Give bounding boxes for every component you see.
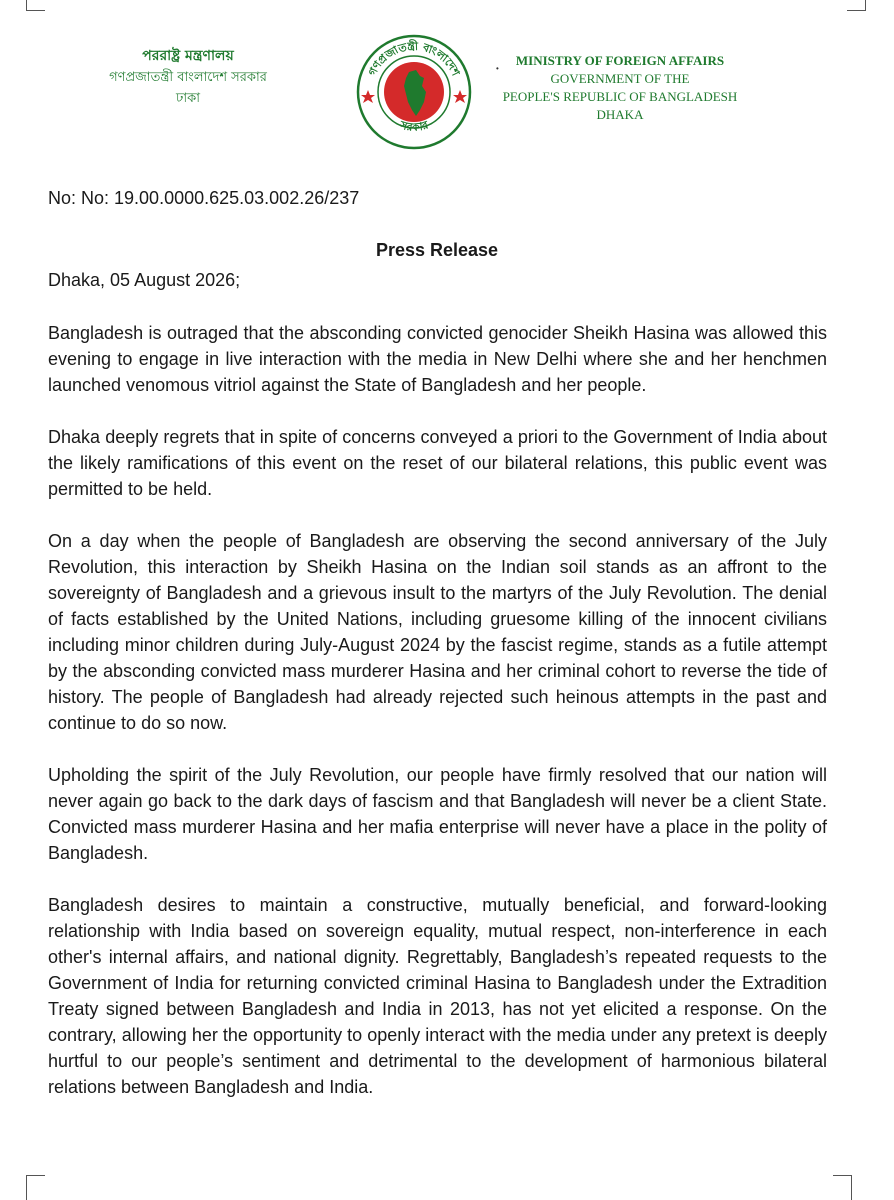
header-dot: • xyxy=(496,64,499,73)
republic-name-english: PEOPLE'S REPUBLIC OF BANGLADESH xyxy=(502,89,738,104)
seal-text-top: গণপ্রজাতন্ত্রী বাংলাদেশ xyxy=(365,39,463,78)
paragraph-2: Dhaka deeply regrets that in spite of concerns conveyed a priori to the Government of India about the likely ramifications of this event on the reset of our bilateral relations, this public event was permitted to be held. xyxy=(48,427,827,499)
seal-text-bottom: সরকার xyxy=(398,118,430,135)
paragraph-4: Upholding the spirit of the July Revolution, our people have firmly resolved that our nation will never again go back to the dark days of fascism and that Bangladesh will never be a client State. Convicted mass murderer Hasina and her mafia enterprise will never have a place in the polity of Bangladesh. xyxy=(48,765,827,863)
crop-mark-bottom-right xyxy=(833,1175,852,1200)
paragraph-3: On a day when the people of Bangladesh are observing the second anniversary of the July Revolution, this interaction by Sheikh Hasina on the Indian soil stands as an affront to the sovereignty of Bangladesh and a grievous insult to the martyrs of the July Revolution. The denial of facts established by the United Nations, including gruesome killing of the innocent civilians including minor children during July-August 2024 by the fascist regime, stands as a futile attempt by the absconding convicted mass murderer Hasina and her criminal cohort to reverse the tide of history. The people of Bangladesh had already rejected such heinous attempts in the past and continue to do so now. xyxy=(48,531,827,733)
city-name-bengali: ঢাকা xyxy=(176,91,200,106)
crop-mark-top-left xyxy=(26,0,45,11)
government-seal-icon xyxy=(354,32,474,152)
letterhead-bengali xyxy=(88,46,288,109)
ministry-name-bengali: পররাষ্ট্র মন্ত্রণালয় xyxy=(142,48,234,64)
reference-number: No: No: 19.00.0000.625.03.002.26/237 xyxy=(48,188,360,208)
letterhead-english xyxy=(490,52,750,124)
dateline: Dhaka, 05 August 2026; xyxy=(48,270,241,290)
press-release-body xyxy=(48,320,827,1126)
crop-mark-top-right xyxy=(847,0,866,11)
crop-mark-bottom-left xyxy=(26,1175,45,1200)
paragraph-1: Bangladesh is outraged that the absconding convicted genocider Sheikh Hasina was allowed this evening to engage in live interaction with the media in New Delhi where she and her henchmen launched venomous vitriol against the State of Bangladesh and her people. xyxy=(48,323,827,395)
document-title: Press Release xyxy=(375,240,499,260)
government-name-bengali: গণপ্রজাতন্ত্রী বাংলাদেশ সরকার xyxy=(109,70,267,85)
government-line-english: GOVERNMENT OF THE xyxy=(550,71,690,86)
paragraph-5: Bangladesh desires to maintain a constructive, mutually beneficial, and forward-looking relationship with India based on sovereign equality, mutual respect, non-interference in each other's internal affairs, and national dignity. Regrettably, Bangladesh’s repeated requests to the Government of India for returning convicted criminal Hasina to Bangladesh under the Extradition Treaty signed between Bangladesh and India in 2013, has not yet elicited a response. On the contrary, allowing her the opportunity to openly interact with the media under any pretext is deeply hurtful to our people’s sentiment and detrimental to the development of harmonious bilateral relations between Bangladesh and India. xyxy=(48,895,827,1097)
ministry-name-english: MINISTRY OF FOREIGN AFFAIRS xyxy=(515,53,725,68)
city-name-english: DHAKA xyxy=(596,107,644,122)
